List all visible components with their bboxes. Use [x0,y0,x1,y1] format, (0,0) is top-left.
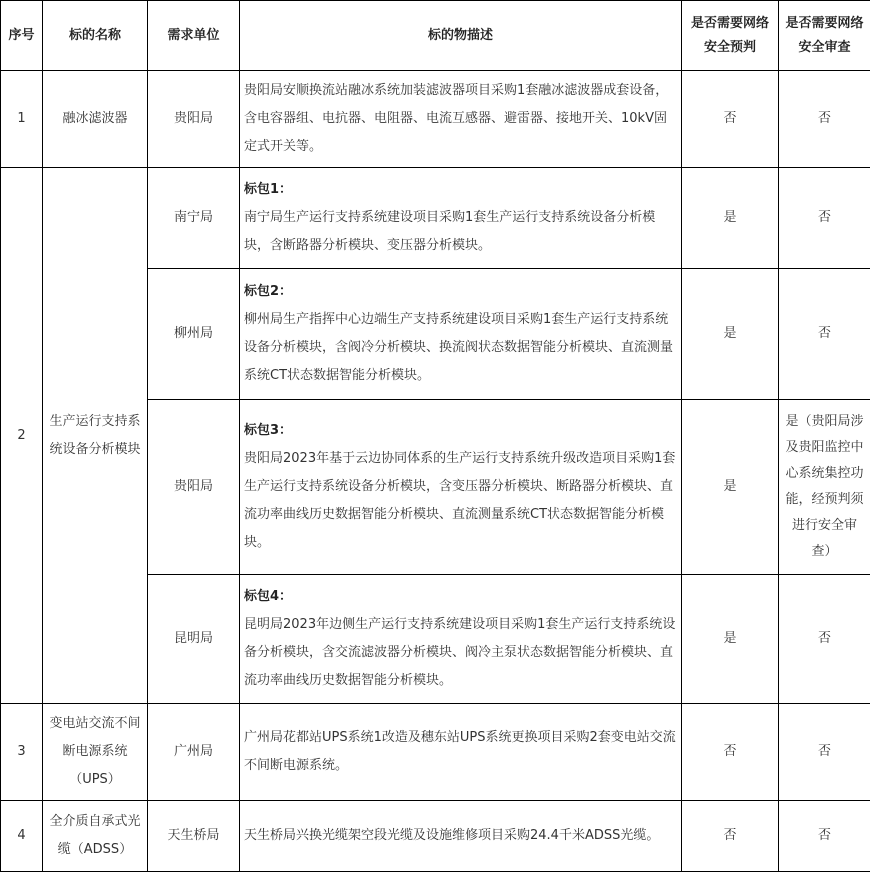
package-text: 昆明局2023年边侧生产运行支持系统建设项目采购1套生产运行支持系统设备分析模块，含交流滤波器分析模块、阀冷主泵状态数据智能分析模块、直流功率曲线历史数据智能分析模块。 [244,617,676,688]
header-seq: 序号 [1,1,43,71]
row-item-name: 全介质自承式光缆（ADSS） [43,801,148,872]
package-unit: 贵阳局 [148,400,240,575]
package-text: 柳州局生产指挥中心边端生产支持系统建设项目采购1套生产运行支持系统设备分析模块，含阀冷分析模块、换流阀状态数据智能分析模块、直流测量系统CT状态数据智能分析模块。 [244,312,674,383]
row-item-name: 生产运行支持系统设备分析模块 [43,168,148,704]
row-security-review: 否 [779,801,870,872]
row-unit: 广州局 [148,704,240,801]
package-security-review: 否 [779,168,870,269]
table-row [1,168,870,269]
package-description [240,400,682,575]
row-pre-assessment: 否 [682,71,779,168]
package-description [240,269,682,400]
row-security-review: 否 [779,71,870,168]
package-title: 标包4： [244,589,293,604]
table-row [1,704,870,801]
row-item-name: 融冰滤波器 [43,71,148,168]
package-pre-assessment: 是 [682,168,779,269]
header-row [1,1,870,71]
package-text: 南宁局生产运行支持系统建设项目采购1套生产运行支持系统设备分析模块，含断路器分析模块、变压器分析模块。 [244,210,656,253]
package-pre-assessment: 是 [682,400,779,575]
package-pre-assessment: 是 [682,575,779,704]
row-seq: 3 [1,704,43,801]
package-description [240,575,682,704]
table-row [1,801,870,872]
package-unit: 昆明局 [148,575,240,704]
package-security-review: 是（贵阳局涉及贵阳监控中心系统集控功能，经预判须进行安全审查） [779,400,870,575]
package-text: 贵阳局2023年基于云边协同体系的生产运行支持系统升级改造项目采购1套生产运行支持系统设备分析模块，含变压器分析模块、断路器分析模块、直流功率曲线历史数据智能分析模块、直流测量系统CT状态数据智能分析模块。 [244,451,676,550]
row-description: 广州局花都站UPS系统1改造及穗东站UPS系统更换项目采购2套变电站交流不间断电源系统。 [240,704,682,801]
package-unit: 南宁局 [148,168,240,269]
row-pre-assessment: 否 [682,704,779,801]
row-seq: 1 [1,71,43,168]
row-item-name: 变电站交流不间断电源系统（UPS） [43,704,148,801]
package-title: 标包3： [244,423,293,438]
package-security-review: 否 [779,575,870,704]
row-seq: 4 [1,801,43,872]
row-description: 贵阳局安顺换流站融冰系统加装滤波器项目采购1套融冰滤波器成套设备，含电容器组、电抗器、电阻器、电流互感器、避雷器、接地开关、10kV固定式开关等。 [240,71,682,168]
package-pre-assessment: 是 [682,269,779,400]
row-seq: 2 [1,168,43,704]
header-desc: 标的物描述 [240,1,682,71]
header-name: 标的名称 [43,1,148,71]
row-unit: 贵阳局 [148,71,240,168]
row-unit: 天生桥局 [148,801,240,872]
package-security-review: 否 [779,269,870,400]
row-security-review: 否 [779,704,870,801]
package-title: 标包1： [244,182,293,197]
row-description: 天生桥局兴换光缆架空段光缆及设施维修项目采购24.4千米ADSS光缆。 [240,801,682,872]
header-security-review: 是否需要网络安全审查 [779,1,870,71]
row-pre-assessment: 否 [682,801,779,872]
package-title: 标包2： [244,284,293,299]
table-row [1,71,870,168]
header-pre-assessment: 是否需要网络安全预判 [682,1,779,71]
package-unit: 柳州局 [148,269,240,400]
header-unit: 需求单位 [148,1,240,71]
package-description [240,168,682,269]
